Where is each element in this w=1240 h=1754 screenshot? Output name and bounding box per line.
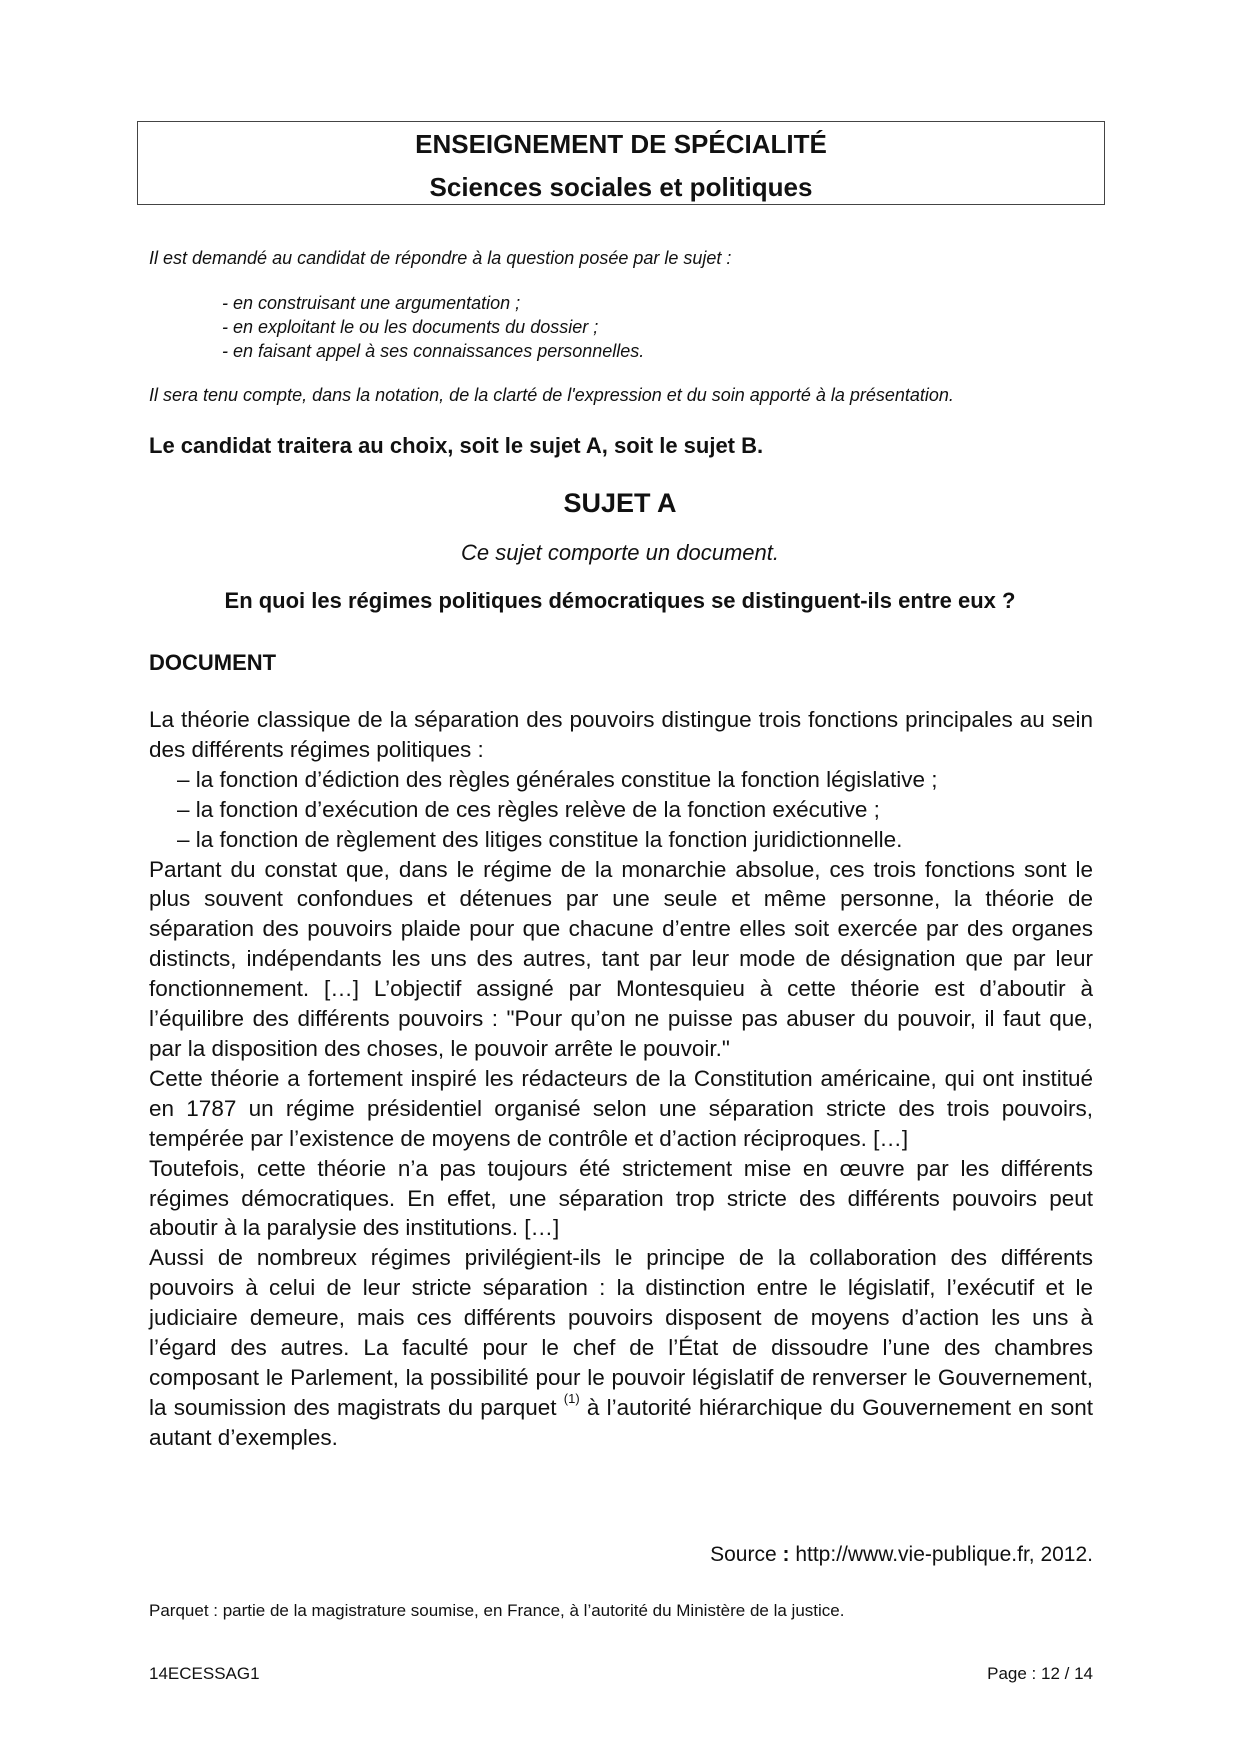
header-subtitle: Sciences sociales et politiques xyxy=(429,172,813,202)
document-bullet: – la fonction d’édiction des règles générales constitue la fonction législative ; xyxy=(177,766,938,792)
instructions-notation: Il sera tenu compte, dans la notation, de la clarté de l'expression et du soin apporté à la présentation. xyxy=(149,385,954,405)
source-label: Source xyxy=(710,1543,777,1566)
footer-page-number: Page : 12 / 14 xyxy=(987,1664,1093,1683)
sujet-question: En quoi les régimes politiques démocratiques se distinguent-ils entre eux ? xyxy=(224,588,1016,613)
paragraph-text: Aussi de nombreux régimes privilégient-ils le principe de la collaboration des différents pouvoirs à celui de leur stricte séparation : la distinction entre le législatif, l’exécutif et le judiciaire demeure, mais ces différents pouvoirs disposent de moyens d’action les uns à l’égard des autres. La faculté pour le chef de l’État de dissoudre l’une des chambres composant le Parlement, la possibilité pour le pouvoir législatif de renverser le Gouvernement, la soumission des magistrats du parquet xyxy=(149,1245,1093,1420)
sujet-subtitle: Ce sujet comporte un document. xyxy=(461,540,779,565)
sujet-title: SUJET A xyxy=(563,488,677,518)
instructions-item: - en faisant appel à ses connaissances personnelles. xyxy=(222,341,645,361)
document-paragraph: Cette théorie a fortement inspiré les rédacteurs de la Constitution américaine, qui ont institué en 1787 un régime présidentiel organisé selon une séparation stricte des trois pouvoirs, tempérée par l’existence de moyens de contrôle et d’action réciproques. […] xyxy=(149,1065,1093,1151)
instructions-intro: Il est demandé au candidat de répondre à la question posée par le sujet : xyxy=(149,248,732,268)
source-text: http://www.vie-publique.fr, 2012. xyxy=(795,1543,1093,1566)
choice-statement: Le candidat traitera au choix, soit le sujet A, soit le sujet B. xyxy=(149,433,764,458)
footer-code: 14ECESSAG1 xyxy=(149,1664,260,1683)
source-colon: : xyxy=(776,1543,796,1566)
document-source xyxy=(710,1543,1093,1567)
instructions-list xyxy=(222,291,644,363)
footnote: Parquet : partie de la magistrature soumise, en France, à l’autorité du Ministère de la justice. xyxy=(149,1601,845,1620)
document-intro: La théorie classique de la séparation des pouvoirs distingue trois fonctions principales au sein des différents régimes politiques : xyxy=(149,707,1093,762)
document-body xyxy=(149,705,1093,1453)
header-title: ENSEIGNEMENT DE SPÉCIALITÉ xyxy=(415,129,827,159)
paragraph-text: à l’autorité hiérarchique du Gouvernement en sont autant d’exemples. xyxy=(149,1394,1093,1450)
header-box xyxy=(137,121,1105,205)
footnote-marker: (1) xyxy=(563,1390,580,1406)
document-bullet: – la fonction d’exécution de ces règles relève de la fonction exécutive ; xyxy=(177,796,880,822)
document-paragraph: Partant du constat que, dans le régime de la monarchie absolue, ces trois fonctions sont le plus souvent confondues et détenues par une seule et même personne, la théorie de séparation des pouvoirs plaide pour que chacune d’entre elles soit exercée par des organes distincts, indépendants les uns des autres, tant par leur mode de désignation que par leur fonctionnement. […] L’objectif assigné par Montesquieu à cette théorie est d’aboutir à l’équilibre des différents pouvoirs : "Pour qu’on ne puisse pas abuser du pouvoir, il faut que, par la disposition des choses, le pouvoir arrête le pouvoir." xyxy=(149,856,1093,1061)
document-paragraph: Toutefois, cette théorie n’a pas toujours été strictement mise en œuvre par les différents régimes démocratiques. En effet, une séparation trop stricte des différents pouvoirs peut aboutir à la paralysie des institutions. […] xyxy=(149,1155,1093,1241)
document-paragraph xyxy=(149,1243,1093,1452)
instructions-item: - en exploitant le ou les documents du dossier ; xyxy=(222,317,599,337)
document-label: DOCUMENT xyxy=(149,650,277,675)
document-bullet: – la fonction de règlement des litiges constitue la fonction juridictionnelle. xyxy=(177,826,903,852)
instructions-item: - en construisant une argumentation ; xyxy=(222,293,521,313)
